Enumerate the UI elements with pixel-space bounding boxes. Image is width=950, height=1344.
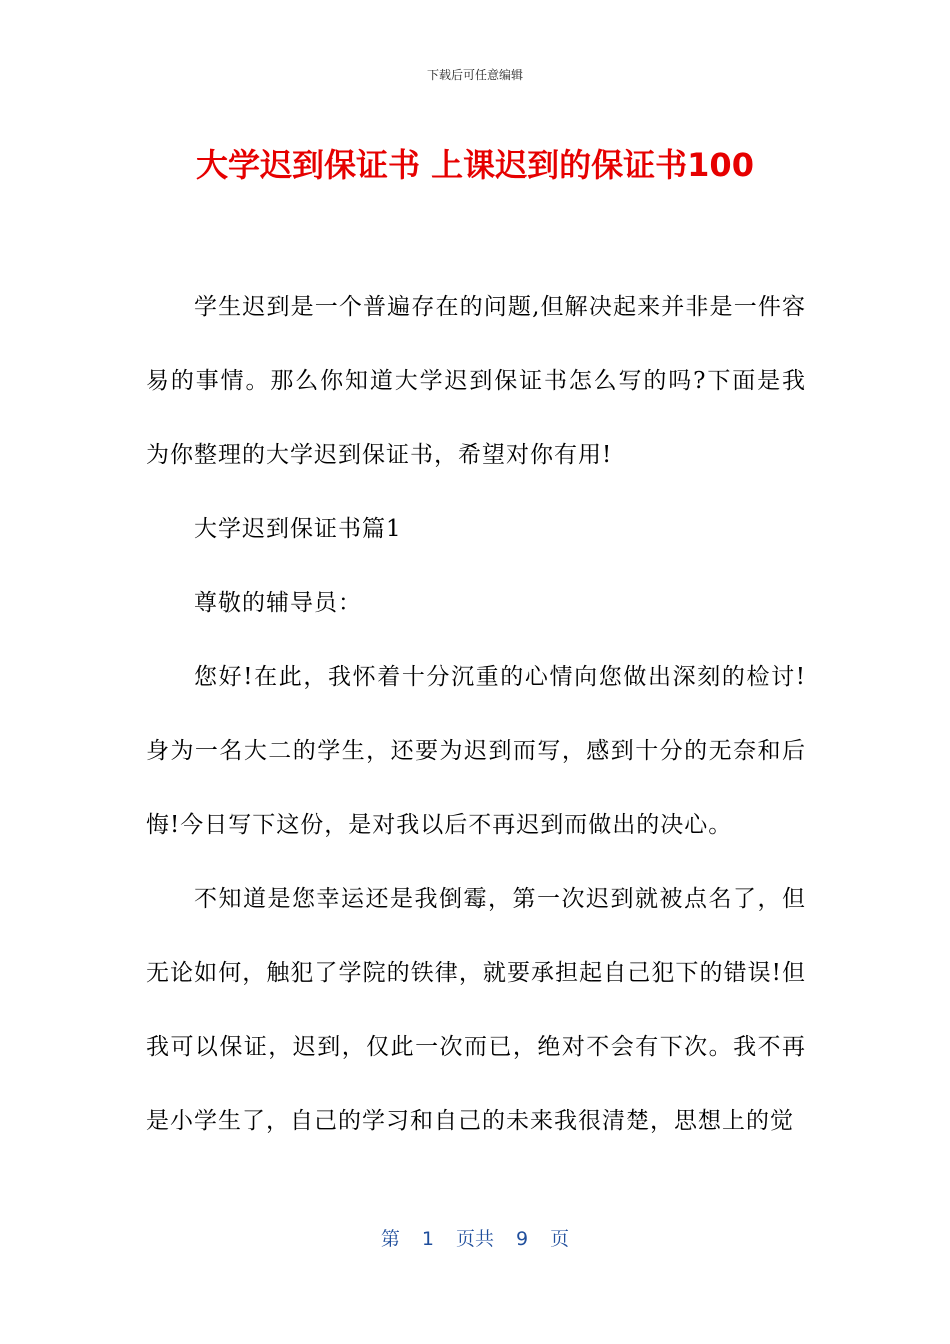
paragraph-body-1: 您好!在此，我怀着十分沉重的心情向您做出深刻的检讨!身为一名大二的学生，还要为迟到而写，感到十分的无奈和后悔!今日写下这份，是对我以后不再迟到而做出的决心。 bbox=[146, 664, 806, 838]
footer-prefix: 第 bbox=[380, 1228, 400, 1250]
document-title: 大学迟到保证书 上课迟到的保证书100 bbox=[196, 146, 754, 184]
footer-suffix: 页 bbox=[550, 1228, 570, 1250]
paragraph-intro: 学生迟到是一个普遍存在的问题,但解决起来并非是一件容易的事情。那么你知道大学迟到保证书怎么写的吗?下面是我为你整理的大学迟到保证书，希望对你有用! bbox=[146, 294, 806, 468]
paragraph-body-2: 不知道是您幸运还是我倒霉，第一次迟到就被点名了，但无论如何，触犯了学院的铁律，就要承担起自己犯下的错误!但我可以保证，迟到，仅此一次而已，绝对不会有下次。我不再是小学生了，自己的学习和自己的未来我很清楚，思想上的觉 bbox=[146, 886, 806, 1134]
footer-middle: 页共 bbox=[455, 1228, 494, 1250]
footer-current-page: 1 bbox=[421, 1228, 434, 1250]
document-body bbox=[146, 270, 806, 1158]
page-footer bbox=[0, 1224, 950, 1251]
paragraph-section-heading: 大学迟到保证书篇1 bbox=[194, 516, 402, 542]
header-note: 下载后可任意编辑 bbox=[426, 68, 523, 82]
paragraph-salutation: 尊敬的辅导员： bbox=[194, 590, 362, 616]
footer-total-pages: 9 bbox=[516, 1228, 529, 1250]
